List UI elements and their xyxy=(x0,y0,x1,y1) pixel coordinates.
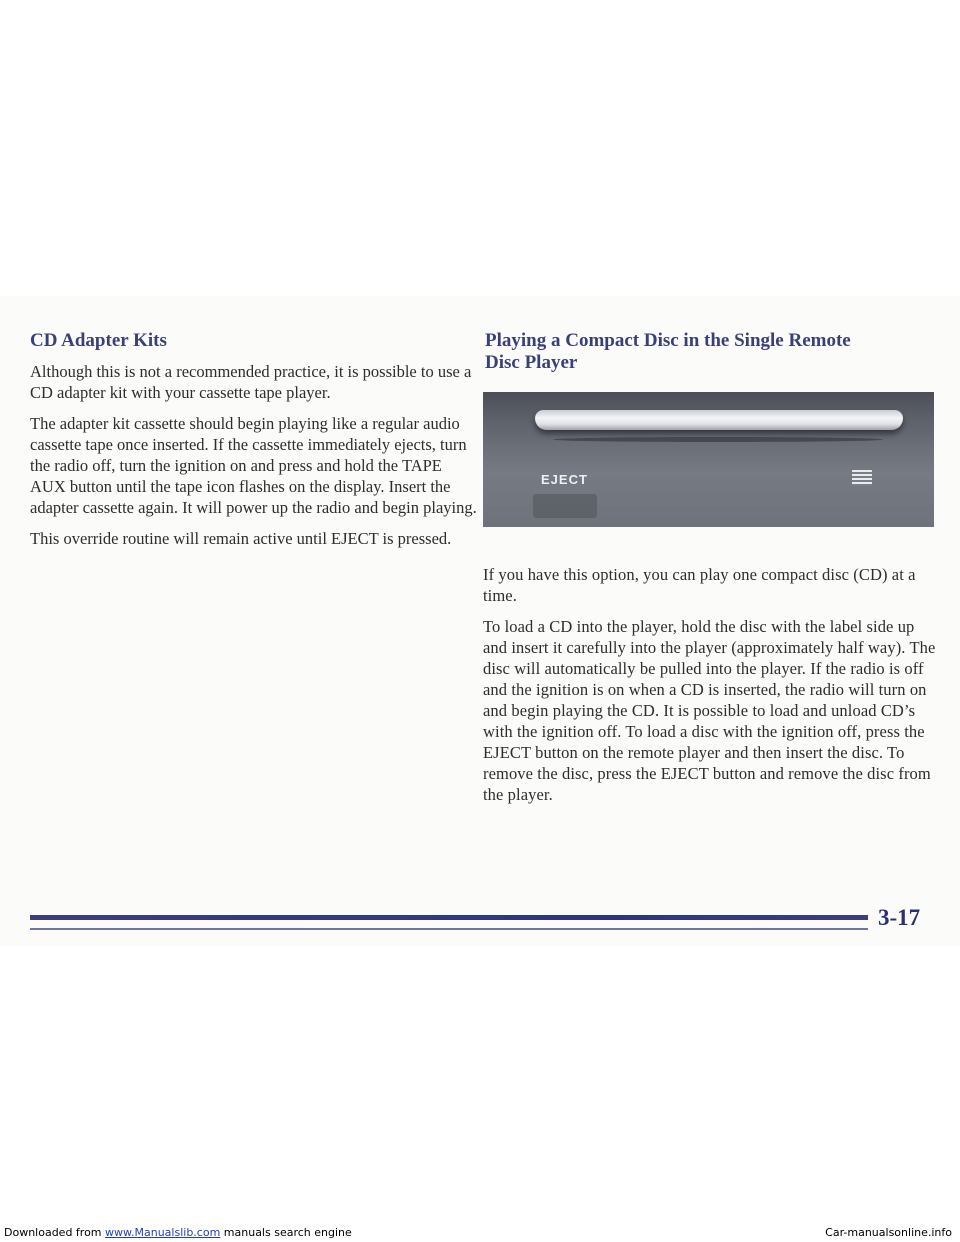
paragraph: If you have this option, you can play one compact disc (CD) at a time. xyxy=(483,565,916,605)
footer-rule-thin xyxy=(30,928,868,930)
eject-label: EJECT xyxy=(541,472,588,487)
paragraph: Although this is not a recommended practice, it is possible to use a CD adapter kit with your cassette tape player. xyxy=(30,362,472,402)
disc-indicator-icon xyxy=(852,470,872,486)
section-heading-cd-adapter-kits: CD Adapter Kits xyxy=(30,330,167,351)
footer-prefix: Downloaded from xyxy=(4,1226,106,1239)
left-column xyxy=(30,330,480,559)
disc-slot xyxy=(535,410,903,430)
disc-slot-shadow xyxy=(553,437,883,442)
remote-disc-player-figure xyxy=(483,392,934,527)
eject-button-area xyxy=(533,494,597,518)
page-number: 3-17 xyxy=(878,905,921,930)
footer-right: Car-manualsonline.info xyxy=(825,1226,952,1239)
paragraph: This override routine will remain active until EJECT is pressed. xyxy=(30,529,452,548)
section-heading-playing-compact-disc: Playing a Compact Disc in the Single Remote Disc Player xyxy=(485,330,851,373)
paragraph: The adapter kit cassette should begin playing like a regular audio cassette tape once inserted. If the cassette immediately ejects, turn the radio off, turn the ignition on and press and hold the TAPE AUX button until the tape icon flashes on the display. Insert the adapter cassette again. It will power up the radio and begin playing. xyxy=(30,414,477,517)
footer-rule-thick xyxy=(30,915,868,920)
manualslib-link[interactable]: www.Manualslib.com xyxy=(105,1226,221,1239)
paragraph: To load a CD into the player, hold the disc with the label side up and insert it carefully into the player (approximately half way). The disc will automatically be pulled into the player. If the radio is off and the ignition is on when a CD is inserted, the radio will turn on and begin playing the CD. It is possible to load and unload CD’s with the ignition off. To load a disc with the ignition off, press the EJECT button on the remote player and then insert the disc. To remove the disc, press the EJECT button and remove the disc from the player. xyxy=(483,617,936,804)
footer-suffix: manuals search engine xyxy=(220,1226,352,1239)
footer-left xyxy=(4,1226,352,1239)
